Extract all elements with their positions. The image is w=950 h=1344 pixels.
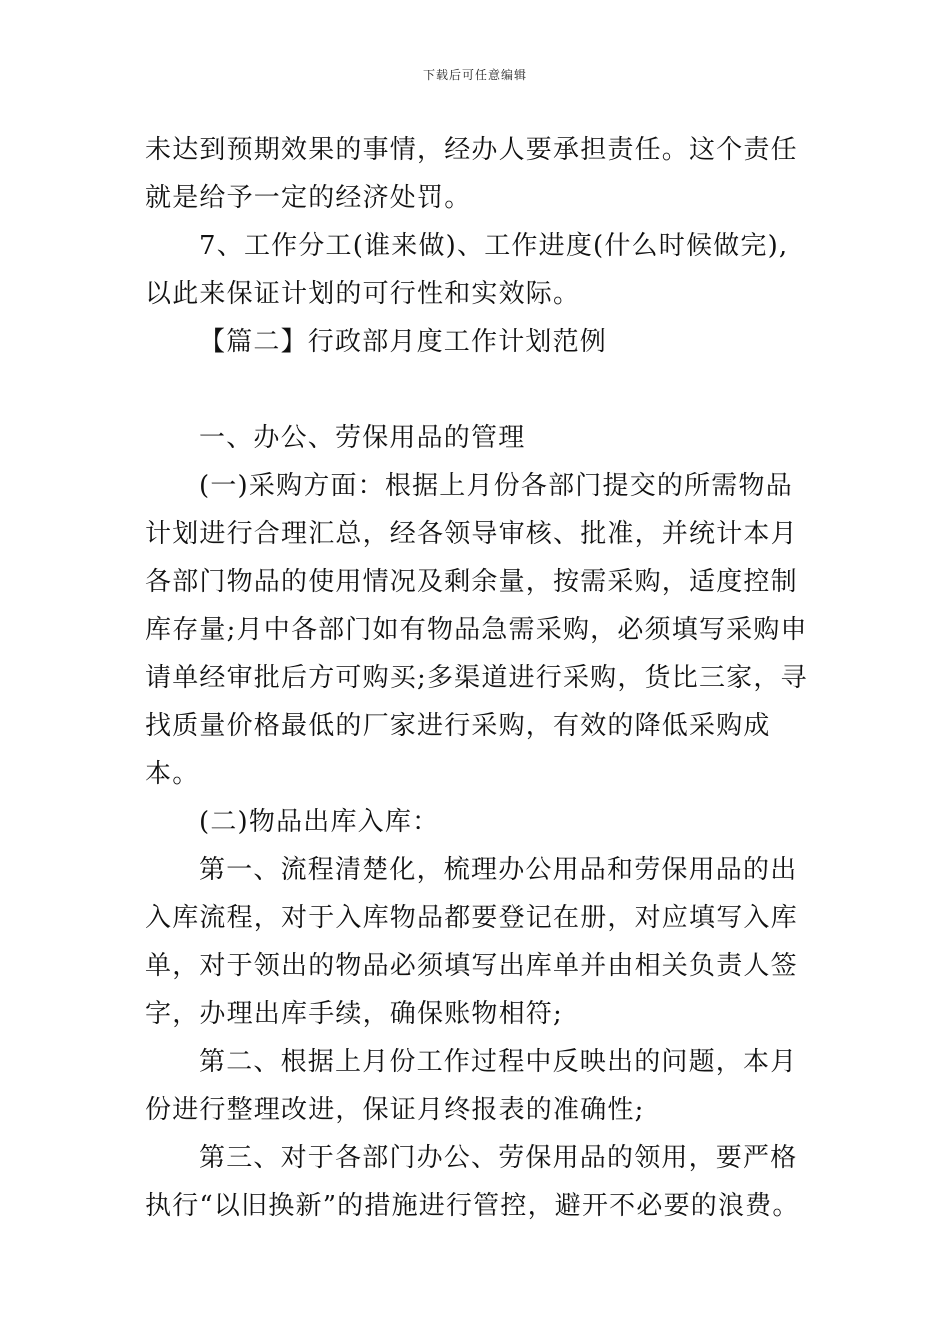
- paragraph-second-point: 第二、根据上月份工作过程中反映出的问题，本月份进行整理改进，保证月终报表的准确性;: [145, 1047, 798, 1125]
- document-body: [145, 126, 810, 1230]
- section-heading-supplies: 一、办公、劳保用品的管理: [199, 423, 526, 453]
- paragraph-purchasing: (一)采购方面：根据上月份各部门提交的所需物品计划进行合理汇总，经各领导审核、批准，并统计本月各部门物品的使用情况及剩余量，按需采购，适度控制库存量;月中各部门如有物品急需采购，必须填写采购申请单经审批后方可购买;多渠道进行采购，货比三家，寻找质量价格最低的厂家进行采购，有效的降低采购成本。: [145, 471, 808, 789]
- blank-line: [145, 366, 810, 414]
- paragraph-continuation: 未达到预期效果的事情，经办人要承担责任。这个责任就是给予一定的经济处罚。: [145, 135, 798, 213]
- page-header-note: 下载后可任意编辑: [422, 68, 527, 82]
- paragraph-third-point: 第三、对于各部门办公、劳保用品的领用，要严格执行“以旧换新”的措施进行管控，避开不必要的浪费。: [145, 1143, 800, 1221]
- paragraph-first-point: 第一、流程清楚化，梳理办公用品和劳保用品的出入库流程，对于入库物品都要登记在册，对应填写入库单，对于领出的物品必须填写出库单并由相关负责人签字，办理出库手续，确保账物相符;: [145, 855, 798, 1029]
- section-heading-part-two: 【篇二】行政部月度工作计划范例: [199, 327, 608, 357]
- paragraph-item-7: 7、工作分工(谁来做)、工作进度(什么时候做完),以此来保证计划的可行性和实效际。: [145, 231, 789, 309]
- subheading-inventory: (二)物品出库入库：: [199, 807, 440, 837]
